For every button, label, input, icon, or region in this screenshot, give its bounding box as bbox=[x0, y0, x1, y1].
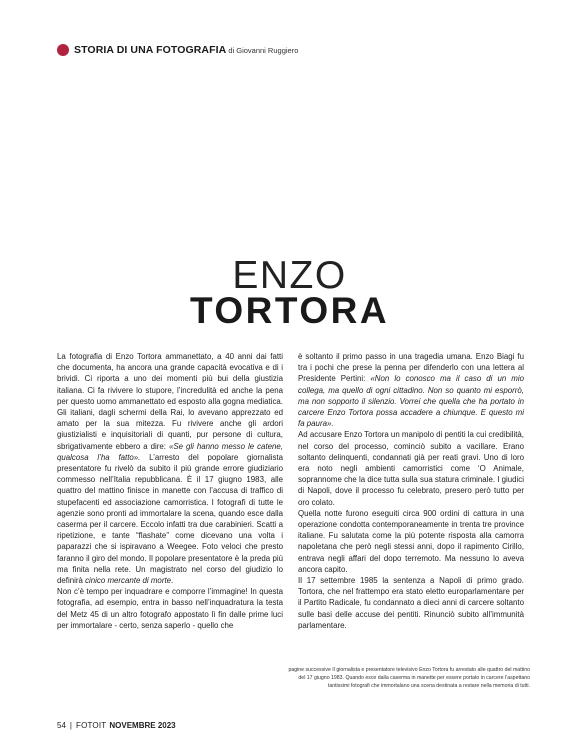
page-footer bbox=[57, 721, 176, 730]
paragraph: Ad accusare Enzo Tortora un manipolo di pentiti la cui credibilità, nel corso del processo, cominciò subito a vacillare. Erano soltanto delinquenti, condannati già per reati gravi. Uno di loro era noto negli ambienti camorristici come ‘O Animale, soprannome che la dice tutta sulla sua statura criminale. I giudici di Napoli, dove il processo fu celebrato, presero però tutto per oro colato. bbox=[298, 430, 524, 507]
paragraph: La fotografia di Enzo Tortora ammanettato, a 40 anni dai fatti che documenta, ha ancora una grande capacità evocativa e di i brividi. Ci riporta a uno dei momenti più bui della giustizia italiana. Ci fa rivivere lo stupore, l’incredulità ed anche la pena per questo uomo ammanettato ed esposto alla gogna mediatica. Gli italiani, dagli schermi della Rai, lo avevano apprezzato ed amato per la sua mitezza. Fu rivivere anche gli ardori giustizialisti e inquisitoriali di quanti, pur persone di cultura, sbrigativamente ebbero a dire: «Se gli hanno messo le catene, qualcosa l’ha fatto». L’arresto del popolare giornalista presentatore fu rivelò da subito il più grande errore giudiziario commesso nell’Italia repubblicana. È il 17 giugno 1983, alle quattro del mattino finisce in manette con l’accusa di traffico di stupefacenti ed associazione camorristica. I fotografi di tutte le agenzie sono pronti ad immortalare la scena, quando esce dalla caserma per il carcere. Eccolo infatti tra due carabinieri. Scatti a ripetizione, e tante “flashate” come dicevano una volta i paparazzi che si ispiravano a Weegee. Foto veloci che presto faranno il giro del mondo. Il popolare presentatore è la preda più ma finita nella rete. Un magistrato nel corso del giudizio lo definirà cinico mercante di morte. bbox=[57, 352, 283, 586]
paragraph: è soltanto il primo passo in una tragedia umana. Enzo Biagi fu tra i pochi che prese la penna per difenderlo con una lettera al Presidente Pertini: «Non lo conosco ma il caso di un mio collega, ma quello di ogni cittadino. Non so quanto mi esporrò, ma non sopporto il silenzio. Vorrei che quella che ha portato in carcere Enzo Tortora possa accadere a chiunque. E questo mi fa paura». bbox=[298, 352, 525, 429]
magazine-name: FOTOIT bbox=[75, 721, 107, 730]
quote: «Non lo conosco ma il caso di un mio collega, ma quello di ogni cittadino. Non so quanto mi esporrò, ma non sopporto il silenzio. Vorrei che quella che ha portato in carcere Enzo Tortora possa accadere a chiunque. E questo mi fa paura». bbox=[298, 374, 525, 429]
issue-date: NOVEMBRE 2023 bbox=[109, 721, 176, 730]
quote: «Se gli hanno messo le catene, qualcosa l’ha fatto». bbox=[57, 441, 283, 462]
photo-caption: pagine successive Il giornalista e presentatore televisivo Enzo Tortora fu arrestato alle quattro del mattino del 17 giugno 1983. Quando esce dalla caserma in manette per essere portato in carcere l’aspettano tantissimi fotografi che immortalano una scena destinata a restare nella memoria di tutti. bbox=[288, 667, 530, 690]
epithet: cinico mercante di morte bbox=[85, 576, 172, 586]
paragraph: Non c’è tempo per inquadrare e comporre l’immagine! In questa fotografia, ad esempio, entra in basso nell’inquadratura la testa del Metz 45 di un altro fotografo appostato lì fin dalle prime luci per immortalare - certo, senza saperlo - quello che bbox=[57, 587, 283, 630]
author-byline: di Giovanni Ruggiero bbox=[228, 45, 299, 55]
article-column-left bbox=[57, 351, 283, 631]
paragraph: Quella notte furono eseguiti circa 900 ordini di cattura in una operazione condotta contemporaneamente in trenta tre province italiane. Fu salutata come la più potente risposta alla camorra napoletana che però negli stessi anni, dopo il rapimento Cirillo, entrava negli affari del dopo terremoto. Ma nessuno lo aveva ancora capito. bbox=[298, 508, 524, 574]
section-kicker: STORIA DI UNA FOTOGRAFIA bbox=[74, 44, 227, 56]
page-number: 54 bbox=[57, 721, 66, 730]
section-header bbox=[57, 44, 298, 56]
footer-separator: | bbox=[69, 721, 72, 730]
title-last-name: TORTORA bbox=[189, 290, 390, 331]
article-column-right bbox=[298, 351, 524, 631]
section-bullet-icon bbox=[57, 44, 69, 56]
paragraph: Il 17 settembre 1985 la sentenza a Napoli di primo grado. Tortora, che nel frattempo era stato eletto europarlamentare per il Partito Radicale, fu condannato a dieci anni di carcere soltanto sulle basi delle accuse dei pentiti. Rinunciò subito all’immunità parlamentare. bbox=[298, 576, 524, 630]
title-first-name: ENZO bbox=[232, 254, 347, 297]
